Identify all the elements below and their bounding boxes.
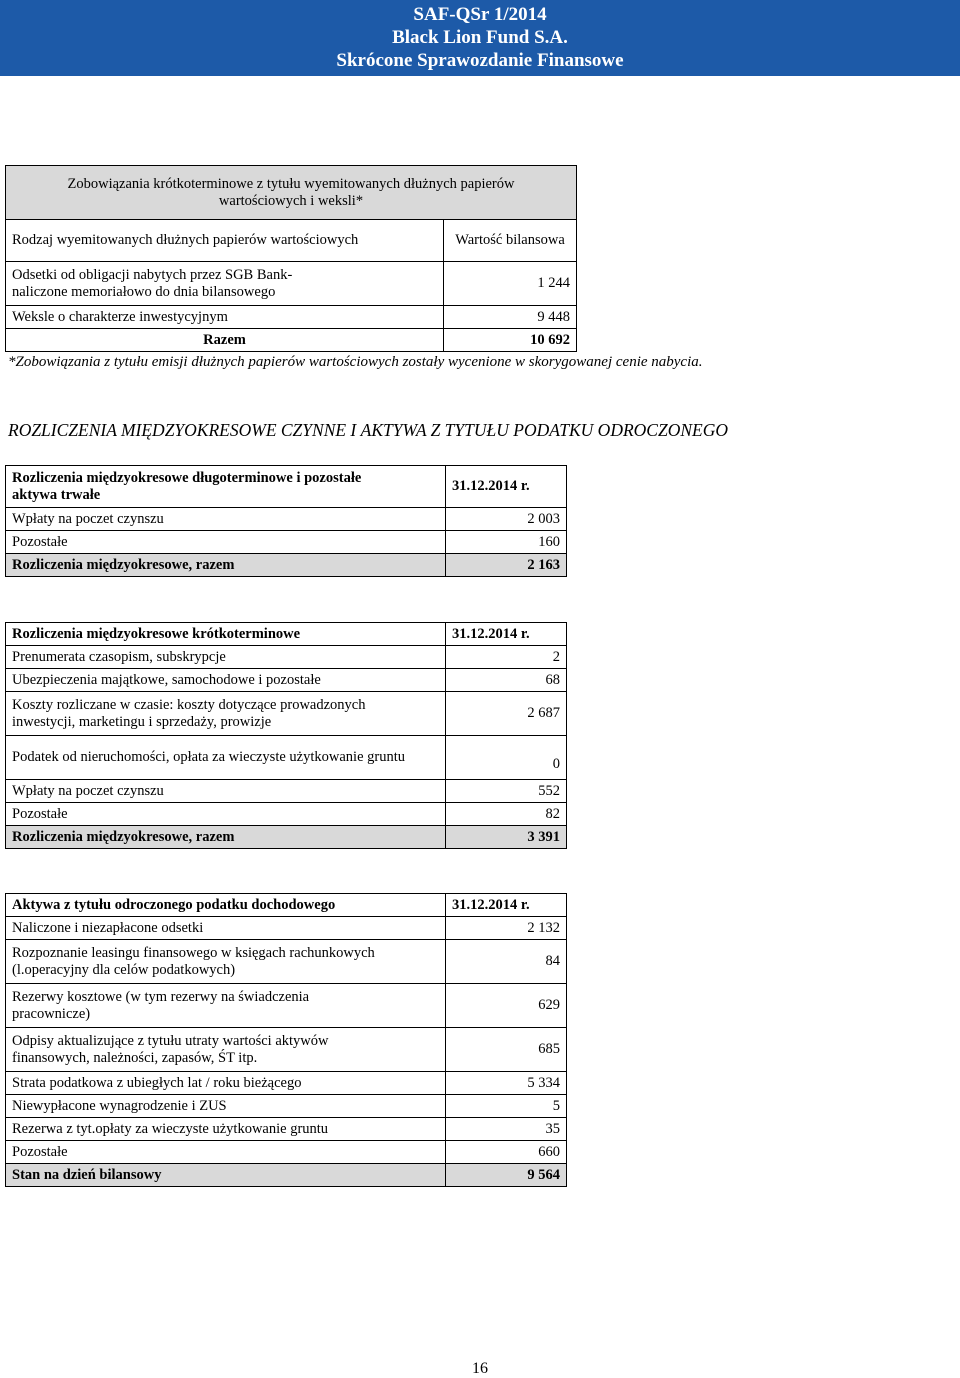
footnote: *Zobowiązania z tytułu emisji dłużnych papierów wartościowych zostały wycenione w skorygowanej cenie nabycia. (8, 354, 703, 370)
column-header: Rozliczenia międzyokresowe długoterminowe i pozostałe aktywa trwałe (6, 466, 446, 508)
table-row-label: Weksle o charakterze inwestycyjnym (6, 306, 444, 329)
table-row-label: Ubezpieczenia majątkowe, samochodowe i pozostałe (6, 669, 446, 692)
table-title: Zobowiązania krótkoterminowe z tytułu wyemitowanych dłużnych papierów wartościowych i weksli* (6, 166, 577, 220)
table-row-value: 35 (446, 1118, 567, 1141)
debt-securities-table (5, 165, 577, 352)
total-value: 9 564 (446, 1164, 567, 1187)
total-label: Razem (6, 329, 444, 352)
table-row-value: 0 (446, 736, 567, 780)
table-row-label: Wpłaty na poczet czynszu (6, 780, 446, 803)
column-header-date: 31.12.2014 r. (446, 894, 567, 917)
table-row-value: 84 (446, 940, 567, 984)
table-row-value: 68 (446, 669, 567, 692)
table-row-value: 2 687 (446, 692, 567, 736)
table-row-label: Odpisy aktualizujące z tytułu utraty wartości aktywów finansowych, należności, zapasów, ŚT itp. (6, 1028, 446, 1072)
table-row-label: Pozostałe (6, 803, 446, 826)
long-term-prepayments-table (5, 465, 567, 577)
page-number: 16 (472, 1360, 488, 1377)
table-row-value: 2 (446, 646, 567, 669)
document-header (0, 0, 960, 76)
table-row-label: Rezerwa z tyt.opłaty za wieczyste użytkowanie gruntu (6, 1118, 446, 1141)
table-row-value: 685 (446, 1028, 567, 1072)
section-title-part2: AKTYWA Z TYTUŁU PODATKU ODROCZONEGO (360, 420, 728, 440)
total-value: 10 692 (444, 329, 577, 352)
column-header-date: 31.12.2014 r. (446, 466, 567, 508)
table-row-value: 1 244 (444, 262, 577, 306)
column-header-date: 31.12.2014 r. (446, 623, 567, 646)
table-row-value: 5 334 (446, 1072, 567, 1095)
total-value: 2 163 (446, 554, 567, 577)
deferred-tax-assets-table (5, 893, 567, 1187)
table-row-value: 9 448 (444, 306, 577, 329)
section-title (8, 420, 728, 441)
table-row-value: 660 (446, 1141, 567, 1164)
table-row-value: 629 (446, 984, 567, 1028)
table-row-value: 82 (446, 803, 567, 826)
table-row-label: Pozostałe (6, 1141, 446, 1164)
report-title: Skrócone Sprawozdanie Finansowe (336, 50, 624, 71)
total-label: Stan na dzień bilansowy (6, 1164, 446, 1187)
column-header: Aktywa z tytułu odroczonego podatku dochodowego (6, 894, 446, 917)
column-header: Wartość bilansowa (444, 220, 577, 262)
table-row-label: Niewypłacone wynagrodzenie i ZUS (6, 1095, 446, 1118)
total-label: Rozliczenia międzyokresowe, razem (6, 826, 446, 849)
table-row-label: Pozostałe (6, 531, 446, 554)
table-row-label: Rezerwy kosztowe (w tym rezerwy na świadczenia pracownicze) (6, 984, 446, 1028)
table-row-label: Koszty rozliczane w czasie: koszty dotyczące prowadzonych inwestycji, marketingu i sprzedaży, prowizje (6, 692, 446, 736)
total-value: 3 391 (446, 826, 567, 849)
table-row-label: Prenumerata czasopism, subskrypcje (6, 646, 446, 669)
table-row-label: Odsetki od obligacji nabytych przez SGB Bank- naliczone memoriałowo do dnia bilansowego (6, 262, 444, 306)
company-name: Black Lion Fund S.A. (392, 27, 568, 48)
total-label: Rozliczenia międzyokresowe, razem (6, 554, 446, 577)
table-row-label: Naliczone i niezapłacone odsetki (6, 917, 446, 940)
short-term-prepayments-table (5, 622, 567, 849)
table-row-value: 2 003 (446, 508, 567, 531)
table-row-label: Podatek od nieruchomości, opłata za wieczyste użytkowanie gruntu (6, 736, 446, 780)
column-header: Rozliczenia międzyokresowe krótkoterminowe (6, 623, 446, 646)
table-row-label: Wpłaty na poczet czynszu (6, 508, 446, 531)
table-row-value: 5 (446, 1095, 567, 1118)
table-row-value: 160 (446, 531, 567, 554)
column-header: Rodzaj wyemitowanych dłużnych papierów wartościowych (6, 220, 444, 262)
table-row-label: Strata podatkowa z ubiegłych lat / roku bieżącego (6, 1072, 446, 1095)
table-row-value: 2 132 (446, 917, 567, 940)
table-row-value: 552 (446, 780, 567, 803)
table-row-label: Rozpoznanie leasingu finansowego w księgach rachunkowych (l.operacyjny dla celów podatkowych) (6, 940, 446, 984)
section-title-part1: ROZLICZENIA MIĘDZYOKRESOWE CZYNNE I (8, 420, 357, 440)
report-code: SAF-QSr 1/2014 (413, 4, 547, 25)
